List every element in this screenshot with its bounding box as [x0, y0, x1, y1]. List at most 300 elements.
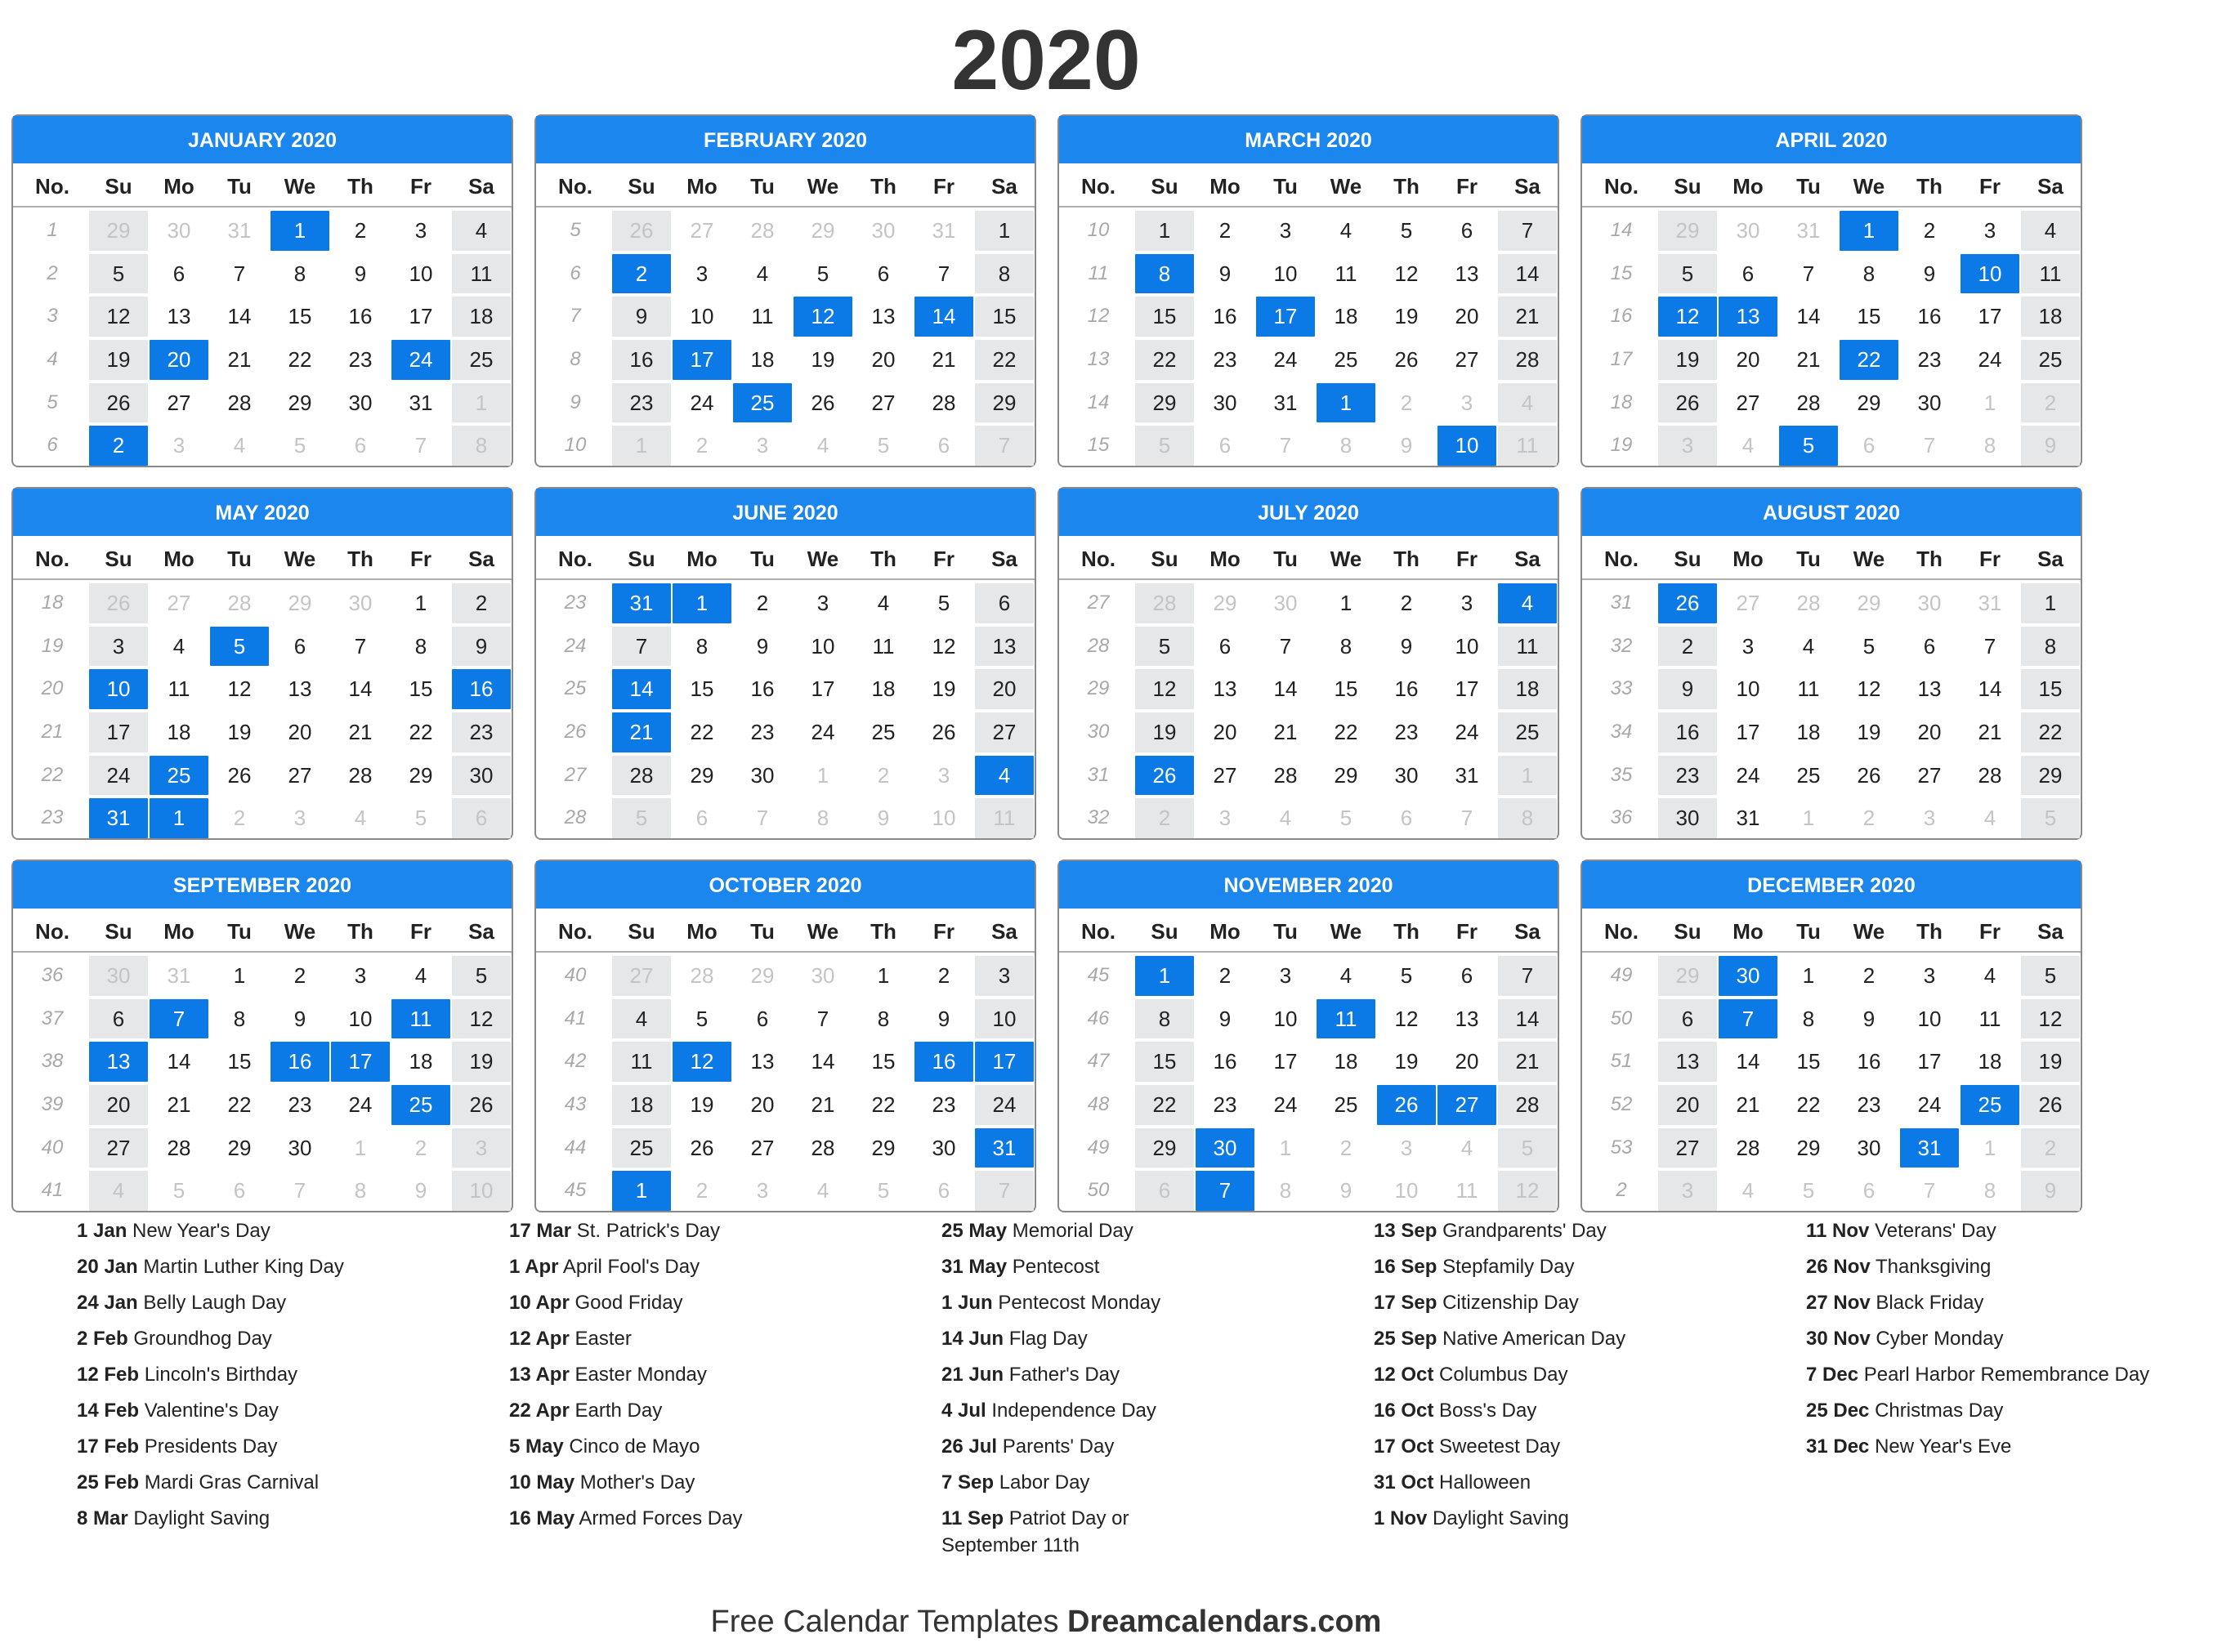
holiday-date: 10 Apr — [509, 1292, 570, 1314]
holiday-name: Sweetest Day — [1439, 1435, 1561, 1458]
day-cell: 8 — [975, 254, 1034, 294]
holiday-item — [1806, 1325, 2231, 1352]
day-grid — [536, 582, 1035, 840]
holiday-name: Mother's Day — [579, 1471, 695, 1493]
week-number: 20 — [41, 677, 64, 700]
holiday-column — [77, 1217, 502, 1541]
day-cell: 6 — [877, 261, 890, 286]
day-cell: 18 — [1498, 669, 1557, 709]
weekday-label: Th — [870, 919, 896, 944]
other-month-day-cell: 2 — [414, 1135, 427, 1160]
other-month-day-cell: 4 — [354, 806, 367, 831]
week-number: 53 — [1610, 1136, 1633, 1159]
day-cell: 17 — [1273, 1049, 1298, 1074]
day-cell: 8 — [2021, 627, 2080, 667]
holiday-day-cell: 17 — [331, 1042, 390, 1082]
weekday-label: Th — [347, 919, 373, 944]
day-cell: 8 — [1862, 261, 1876, 286]
weekday-header — [13, 909, 512, 953]
day-cell: 3 — [695, 261, 709, 286]
day-cell: 25 — [1334, 347, 1358, 373]
holiday-item — [509, 1325, 934, 1352]
weekday-label: No. — [1604, 919, 1639, 944]
holiday-name: Stepfamily Day — [1442, 1256, 1575, 1278]
day-cell: 14 — [1736, 1049, 1760, 1074]
day-grid — [1059, 582, 1558, 840]
weekday-label: No. — [35, 547, 69, 571]
day-cell: 21 — [932, 347, 956, 373]
weekday-label: Tu — [1796, 174, 1821, 199]
day-cell: 1 — [1135, 211, 1194, 251]
day-cell: 23 — [932, 1092, 956, 1118]
weekday-label: We — [1853, 174, 1885, 199]
day-cell: 18 — [167, 720, 191, 745]
day-cell: 27 — [1213, 762, 1237, 788]
other-month-day-cell: 5 — [1498, 1128, 1557, 1168]
holiday-name: Halloween — [1439, 1471, 1531, 1493]
day-cell: 20 — [1213, 720, 1237, 745]
day-cell: 13 — [1658, 1042, 1717, 1082]
other-month-day-cell: 6 — [354, 433, 367, 458]
holiday-date: 2 Feb — [77, 1328, 128, 1350]
week-number: 27 — [564, 763, 587, 786]
other-month-day-cell: 5 — [877, 1178, 890, 1203]
day-cell: 28 — [167, 1135, 191, 1160]
day-cell: 29 — [1857, 390, 1881, 415]
holiday-date: 11 Sep — [941, 1507, 1004, 1529]
day-cell: 17 — [89, 712, 148, 752]
other-month-day-cell: 27 — [612, 956, 671, 996]
day-cell: 22 — [2021, 712, 2080, 752]
day-cell: 7 — [612, 627, 671, 667]
holiday-day-cell: 25 — [733, 383, 792, 423]
day-cell: 27 — [89, 1128, 148, 1168]
day-cell: 26 — [1394, 347, 1419, 373]
month-title: JULY 2020 — [1059, 489, 1558, 536]
other-month-day-cell: 3 — [1400, 1135, 1413, 1160]
holiday-name: Pearl Harbor Remembrance Day — [1863, 1364, 2150, 1386]
day-cell: 8 — [414, 633, 427, 659]
weekday-label: No. — [558, 547, 592, 571]
day-cell: 23 — [1658, 756, 1717, 796]
day-cell: 15 — [1857, 304, 1881, 329]
day-cell: 11 — [168, 676, 190, 702]
day-cell: 6 — [1460, 218, 1473, 243]
weekday-label: Th — [870, 547, 896, 571]
day-cell: 7 — [937, 261, 950, 286]
day-cell: 15 — [975, 297, 1034, 337]
weekday-label: Mo — [686, 547, 718, 571]
weekday-label: Mo — [1732, 547, 1764, 571]
day-cell: 14 — [1978, 676, 2002, 702]
weekday-label: Su — [1151, 174, 1178, 199]
holiday-day-cell: 10 — [1437, 426, 1496, 466]
other-month-day-cell: 9 — [877, 806, 890, 831]
weekday-label: Fr — [933, 547, 955, 571]
holiday-date: 17 Sep — [1374, 1292, 1437, 1314]
other-month-day-cell: 2 — [695, 433, 709, 458]
day-cell: 31 — [1273, 390, 1298, 415]
holiday-date: 1 Jan — [77, 1220, 127, 1242]
day-cell: 19 — [1857, 720, 1881, 745]
day-cell: 6 — [89, 999, 148, 1039]
other-month-day-cell: 5 — [172, 1178, 186, 1203]
other-month-day-cell: 29 — [811, 218, 835, 243]
holiday-date: 13 Sep — [1374, 1220, 1437, 1242]
day-cell: 30 — [1857, 1135, 1881, 1160]
day-cell: 12 — [1135, 669, 1194, 709]
footer-site: Dreamcalendars.com — [1067, 1605, 1382, 1639]
day-cell: 27 — [871, 390, 896, 415]
day-cell: 24 — [1917, 1092, 1942, 1118]
day-cell: 7 — [1983, 633, 1996, 659]
day-cell: 4 — [2021, 211, 2080, 251]
day-cell: 2 — [452, 583, 511, 623]
month-calendar — [11, 859, 513, 1212]
day-cell: 27 — [750, 1135, 775, 1160]
week-number: 28 — [564, 806, 587, 829]
other-month-day-cell: 7 — [975, 1171, 1034, 1211]
week-number: 8 — [570, 348, 581, 371]
other-month-day-cell: 28 — [1135, 583, 1194, 623]
weekday-label: Su — [105, 919, 132, 944]
holiday-date: 7 Sep — [941, 1471, 995, 1493]
other-month-day-cell: 3 — [756, 433, 769, 458]
holiday-name: Boss's Day — [1439, 1400, 1537, 1422]
other-month-day-cell: 12 — [1498, 1171, 1557, 1211]
weekday-label: Th — [1916, 919, 1943, 944]
other-month-day-cell: 6 — [1218, 433, 1232, 458]
day-cell: 21 — [1498, 1042, 1557, 1082]
holiday-date: 14 Feb — [77, 1400, 140, 1422]
day-cell: 25 — [1334, 1092, 1358, 1118]
other-month-day-cell: 8 — [1983, 433, 1996, 458]
other-month-day-cell: 4 — [1983, 806, 1996, 831]
holiday-date: 16 Sep — [1374, 1256, 1437, 1278]
day-cell: 20 — [1455, 1049, 1479, 1074]
day-cell: 5 — [1862, 633, 1876, 659]
day-cell: 24 — [1736, 762, 1760, 788]
holiday-date: 17 Mar — [509, 1220, 572, 1242]
week-number: 49 — [1087, 1136, 1110, 1159]
week-number: 43 — [564, 1093, 587, 1116]
day-cell: 19 — [1394, 304, 1419, 329]
day-cell: 9 — [756, 633, 769, 659]
day-cell: 3 — [414, 218, 427, 243]
month-calendar — [11, 487, 513, 840]
other-month-day-cell: 5 — [877, 433, 890, 458]
day-cell: 3 — [1460, 591, 1473, 615]
holiday-item — [1374, 1397, 1799, 1424]
weekday-label: Su — [105, 174, 132, 199]
holiday-date: 7 Dec — [1806, 1364, 1859, 1386]
day-cell: 5 — [937, 591, 950, 615]
weekday-label: Fr — [410, 919, 431, 944]
day-cell: 20 — [1917, 720, 1942, 745]
day-cell: 20 — [871, 347, 896, 373]
day-cell: 27 — [167, 390, 191, 415]
other-month-day-cell: 6 — [233, 1178, 246, 1203]
week-number: 15 — [1087, 434, 1110, 457]
day-cell: 23 — [348, 347, 373, 373]
weekday-label: We — [1330, 174, 1362, 199]
day-cell: 26 — [452, 1085, 511, 1125]
holiday-item — [941, 1253, 1170, 1280]
day-cell: 6 — [1658, 999, 1717, 1039]
week-number: 47 — [1087, 1050, 1110, 1073]
holiday-name: Mardi Gras Carnival — [144, 1471, 320, 1493]
holiday-date: 25 Feb — [77, 1471, 140, 1493]
other-month-day-cell: 26 — [89, 583, 148, 623]
weekday-label: Tu — [1273, 919, 1298, 944]
day-cell: 9 — [1923, 261, 1936, 286]
day-cell: 12 — [227, 676, 252, 702]
holiday-day-cell: 1 — [1840, 211, 1898, 251]
holiday-date: 24 Jan — [77, 1292, 138, 1314]
holiday-day-cell: 30 — [1196, 1128, 1254, 1168]
other-month-day-cell: 5 — [1802, 1178, 1815, 1203]
day-cell: 8 — [1339, 633, 1352, 659]
day-cell: 4 — [612, 999, 671, 1039]
holiday-date: 22 Apr — [509, 1400, 570, 1422]
week-number: 14 — [1610, 219, 1633, 241]
week-number: 48 — [1087, 1093, 1110, 1116]
day-cell: 18 — [1796, 720, 1821, 745]
holiday-day-cell: 2 — [612, 254, 671, 294]
day-cell: 25 — [612, 1128, 671, 1168]
weekday-header — [1582, 536, 2081, 580]
day-cell: 23 — [1394, 720, 1419, 745]
other-month-day-cell: 9 — [2021, 426, 2080, 466]
day-cell: 14 — [811, 1049, 835, 1074]
day-cell: 6 — [1923, 633, 1936, 659]
day-cell: 8 — [293, 261, 306, 286]
day-cell: 25 — [1796, 762, 1821, 788]
weekday-label: Fr — [1979, 919, 2001, 944]
day-cell: 28 — [1273, 762, 1298, 788]
day-cell: 31 — [409, 390, 433, 415]
week-number: 37 — [41, 1007, 64, 1029]
day-cell: 23 — [1213, 1092, 1237, 1118]
holiday-item — [1806, 1253, 2231, 1280]
day-cell: 18 — [612, 1085, 671, 1125]
weekday-label: Su — [105, 547, 132, 571]
month-calendar — [1580, 859, 2082, 1212]
other-month-day-cell: 2 — [877, 762, 890, 788]
week-number: 50 — [1087, 1179, 1110, 1202]
day-cell: 23 — [288, 1092, 312, 1118]
holiday-day-cell: 25 — [1961, 1085, 2019, 1125]
day-cell: 24 — [811, 720, 835, 745]
holiday-item — [77, 1325, 502, 1352]
day-cell: 10 — [1736, 676, 1760, 702]
holiday-date: 31 Oct — [1374, 1471, 1434, 1493]
day-cell: 10 — [975, 999, 1034, 1039]
month-title: MAY 2020 — [13, 489, 512, 536]
holiday-date: 27 Nov — [1806, 1292, 1871, 1314]
holiday-day-cell: 16 — [914, 1042, 973, 1082]
day-cell: 22 — [1135, 1085, 1194, 1125]
day-cell: 20 — [1455, 304, 1479, 329]
day-grid — [1059, 209, 1558, 467]
holiday-name: Martin Luther King Day — [143, 1256, 344, 1278]
other-month-day-cell: 4 — [1498, 383, 1557, 423]
week-number: 23 — [41, 806, 64, 829]
day-cell: 18 — [2021, 297, 2080, 337]
day-cell: 12 — [2021, 999, 2080, 1039]
other-month-day-cell: 29 — [1658, 211, 1717, 251]
holiday-day-cell: 16 — [452, 669, 511, 709]
day-cell: 13 — [1917, 676, 1942, 702]
day-cell: 28 — [1978, 762, 2002, 788]
day-cell: 19 — [1135, 712, 1194, 752]
other-month-day-cell: 6 — [937, 1178, 950, 1203]
holiday-item — [941, 1289, 1170, 1316]
other-month-day-cell: 3 — [937, 762, 950, 788]
other-month-day-cell: 30 — [167, 218, 191, 243]
holiday-day-cell: 1 — [150, 798, 208, 838]
weekday-label: Sa — [991, 174, 1017, 199]
holiday-date: 16 Oct — [1374, 1400, 1434, 1422]
week-number: 23 — [564, 592, 587, 614]
day-cell: 26 — [89, 383, 148, 423]
holiday-date: 12 Feb — [77, 1364, 140, 1386]
other-month-day-cell: 2 — [1135, 798, 1194, 838]
day-cell: 19 — [2021, 1042, 2080, 1082]
day-cell: 20 — [1658, 1085, 1717, 1125]
day-cell: 21 — [1978, 720, 2002, 745]
weekday-label: Fr — [933, 174, 955, 199]
other-month-day-cell: 2 — [1862, 806, 1876, 831]
holiday-name: Thanksgiving — [1875, 1256, 1992, 1278]
holiday-item — [941, 1505, 1170, 1559]
day-cell: 4 — [172, 633, 186, 659]
week-number: 28 — [1087, 634, 1110, 657]
other-month-day-cell: 3 — [172, 433, 186, 458]
weekday-label: Sa — [2037, 919, 2063, 944]
weekday-label: Fr — [1979, 547, 2001, 571]
day-grid — [1582, 582, 2081, 840]
week-number: 4 — [47, 348, 58, 371]
weekday-label: Su — [1674, 174, 1701, 199]
week-number: 46 — [1087, 1007, 1110, 1029]
weekday-label: We — [807, 547, 839, 571]
other-month-day-cell: 1 — [612, 426, 671, 466]
day-grid — [536, 954, 1035, 1212]
other-month-day-cell: 28 — [750, 218, 775, 243]
day-cell: 23 — [750, 720, 775, 745]
day-cell: 23 — [452, 712, 511, 752]
other-month-day-cell: 3 — [756, 1178, 769, 1203]
other-month-day-cell: 30 — [811, 963, 835, 988]
day-grid — [1059, 954, 1558, 1212]
day-cell: 4 — [1339, 218, 1352, 243]
day-cell: 6 — [975, 583, 1034, 623]
week-number: 41 — [564, 1007, 587, 1029]
day-cell: 23 — [1213, 347, 1237, 373]
day-cell: 24 — [89, 756, 148, 796]
weekday-label: Sa — [468, 174, 494, 199]
holiday-day-cell: 22 — [1840, 340, 1898, 380]
day-cell: 26 — [811, 390, 835, 415]
day-cell: 31 — [1736, 806, 1760, 831]
day-cell: 23 — [1917, 347, 1942, 373]
day-cell: 28 — [1498, 340, 1557, 380]
holiday-item — [941, 1397, 1170, 1424]
other-month-day-cell: 6 — [1135, 1171, 1194, 1211]
week-number: 7 — [570, 305, 581, 328]
week-number: 45 — [1087, 964, 1110, 986]
week-number: 22 — [41, 763, 64, 786]
holiday-item — [509, 1289, 934, 1316]
weekday-label: Fr — [410, 174, 431, 199]
day-cell: 10 — [1273, 261, 1298, 286]
holiday-item — [941, 1433, 1170, 1460]
week-number: 24 — [564, 634, 587, 657]
holiday-date: 13 Apr — [509, 1364, 570, 1386]
holiday-day-cell: 2 — [89, 426, 148, 466]
holiday-day-cell: 14 — [612, 669, 671, 709]
holiday-column — [1374, 1217, 1799, 1541]
holiday-column — [509, 1217, 934, 1541]
day-cell: 1 — [414, 591, 427, 615]
holiday-item — [1806, 1217, 2231, 1244]
day-cell: 26 — [690, 1135, 714, 1160]
day-cell: 4 — [877, 591, 890, 615]
weekday-label: Tu — [1273, 174, 1298, 199]
day-cell: 19 — [932, 676, 956, 702]
holiday-day-cell: 5 — [210, 627, 269, 667]
holiday-item — [941, 1469, 1170, 1496]
holiday-name: Cinco de Mayo — [569, 1435, 700, 1458]
week-number: 5 — [570, 219, 581, 241]
day-cell: 30 — [932, 1135, 956, 1160]
weekday-label: Fr — [1456, 919, 1478, 944]
holiday-item — [941, 1217, 1170, 1244]
weekday-label: No. — [1604, 174, 1639, 199]
week-number: 45 — [564, 1179, 587, 1202]
day-cell: 24 — [1455, 720, 1479, 745]
day-cell: 5 — [816, 261, 829, 286]
other-month-day-cell: 1 — [816, 762, 829, 788]
holiday-item — [1806, 1397, 2231, 1424]
weekday-label: Mo — [1209, 919, 1241, 944]
weekday-header — [536, 536, 1035, 580]
holiday-name: Good Friday — [575, 1292, 683, 1314]
other-month-day-cell: 8 — [1279, 1178, 1292, 1203]
holiday-day-cell: 21 — [612, 712, 671, 752]
other-month-day-cell: 7 — [1923, 1178, 1936, 1203]
other-month-day-cell: 6 — [452, 798, 511, 838]
day-cell: 28 — [811, 1135, 835, 1160]
holiday-name: St. Patrick's Day — [576, 1220, 721, 1242]
day-cell: 5 — [1400, 963, 1413, 988]
day-cell: 28 — [932, 390, 956, 415]
holiday-date: 17 Feb — [77, 1435, 140, 1458]
day-cell: 16 — [1394, 676, 1419, 702]
other-month-day-cell: 2 — [695, 1178, 709, 1203]
weekday-label: Sa — [1514, 547, 1540, 571]
weekday-label: No. — [558, 919, 592, 944]
day-cell: 9 — [354, 261, 367, 286]
holiday-day-cell: 25 — [391, 1085, 450, 1125]
footer — [0, 1601, 2092, 1642]
week-number: 44 — [564, 1136, 587, 1159]
holiday-column — [941, 1217, 1170, 1568]
weekday-label: Tu — [227, 547, 252, 571]
week-number: 3 — [47, 305, 58, 328]
day-cell: 15 — [690, 676, 714, 702]
